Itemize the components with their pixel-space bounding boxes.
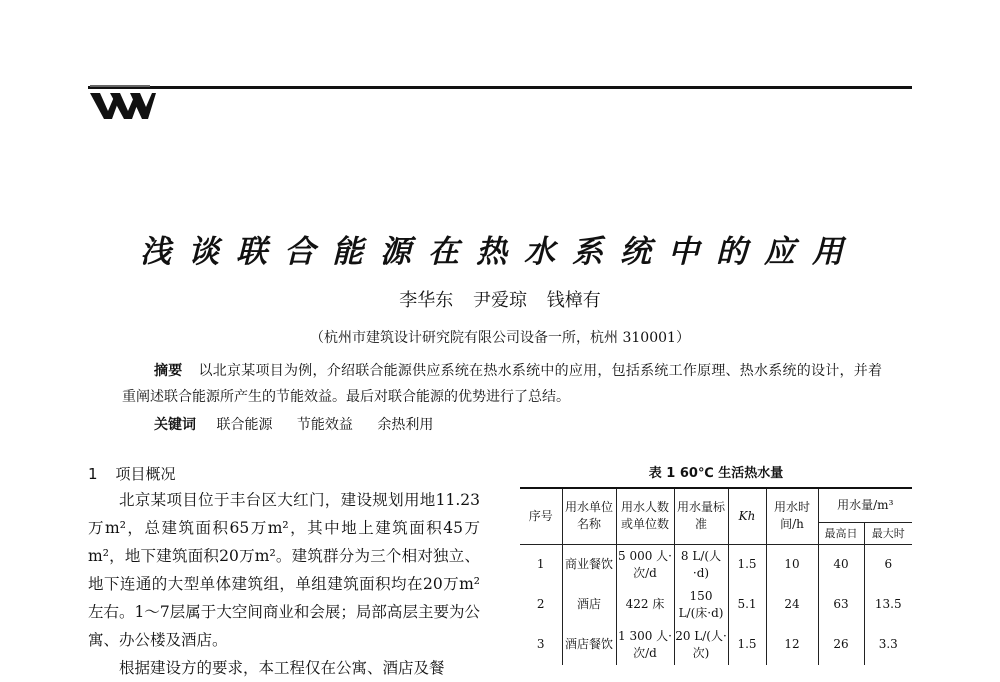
abstract-text: 以北京某项目为例，介绍联合能源供应系统在热水系统中的应用，包括系统工作原理、热水系统的设计，并着重阐述联合能源所产生的节能效益。最后对联合能源的优势进行了总结。 — [122, 363, 883, 405]
table-row — [520, 585, 912, 625]
table-cell: 20 L/(人·次) — [674, 625, 728, 665]
section-number: 1 — [88, 465, 98, 483]
table-cell: 26 — [818, 625, 864, 665]
table-cell: 酒店餐饮 — [562, 625, 616, 665]
table-cell: 24 — [766, 585, 818, 625]
paragraph: 根据建设方的要求，本工程仅在公寓、酒店及餐 — [119, 659, 445, 677]
table-cell: 5.1 — [728, 585, 766, 625]
col-subheader: 最大时 — [864, 522, 912, 544]
author-list: 李华东 尹爱琼 钱樟有 — [399, 290, 601, 311]
table-cell: 422 床 — [616, 585, 674, 625]
table-cell: 6 — [864, 544, 912, 585]
table-cell: 商业餐饮 — [562, 544, 616, 585]
table-cell: 1.5 — [728, 625, 766, 665]
keywords-label: 关键词 — [154, 417, 196, 433]
table-cell: 150 L/(床·d) — [674, 585, 728, 625]
col-header: 用水单位名称 — [562, 488, 616, 544]
col-header: 用水量/m³ — [818, 488, 912, 522]
table-cell: 1.5 — [728, 544, 766, 585]
table-cell: 酒店 — [562, 585, 616, 625]
col-header: 序号 — [520, 488, 562, 544]
paragraph: 北京某项目位于丰台区大红门，建设规划用地11.23万m²，总建筑面积65万m²，其中地上建筑面积45万m²，地下建筑面积20万m²。建筑群分为三个相对独立、地下连通的大型单体建筑组，单组建筑面积均在20万m²左右。1～7层属于大空间商业和会展；局部高层主要为公寓、办公楼及酒店。 — [88, 491, 480, 649]
keyword: 节能效益 — [296, 417, 353, 433]
table-cell: 5 000 人·次/d — [616, 544, 674, 585]
journal-logo-icon — [88, 79, 158, 123]
table-cell: 3 — [520, 625, 562, 665]
table-cell: 40 — [818, 544, 864, 585]
keywords — [154, 414, 453, 434]
col-header: 用水量标准 — [674, 488, 728, 544]
table-caption: 表 1 60℃ 生活热水量 — [648, 466, 784, 481]
col-subheader: 最高日 — [818, 522, 864, 544]
keyword: 余热利用 — [377, 417, 434, 433]
header-rule — [88, 86, 912, 89]
col-header: 用水时间/h — [766, 488, 818, 544]
table-cell: 8 L/(人·d) — [674, 544, 728, 585]
table-cell: 1 300 人·次/d — [616, 625, 674, 665]
section-heading — [88, 463, 176, 484]
table-cell: 3.3 — [864, 625, 912, 665]
paper-title: 浅谈联合能源在热水系统中的应用 — [140, 234, 860, 270]
table-cell: 12 — [766, 625, 818, 665]
table-row — [520, 544, 912, 585]
table-row — [520, 625, 912, 665]
hot-water-table — [520, 487, 912, 665]
body-text — [88, 486, 480, 682]
col-header: 用水人数或单位数 — [616, 488, 674, 544]
table-cell: 10 — [766, 544, 818, 585]
table-cell: 63 — [818, 585, 864, 625]
table-cell: 1 — [520, 544, 562, 585]
section-title: 项目概况 — [115, 465, 176, 483]
abstract — [122, 358, 882, 410]
table-cell: 13.5 — [864, 585, 912, 625]
keyword: 联合能源 — [216, 417, 273, 433]
affiliation: （杭州市建筑设计研究院有限公司设备一所，杭州 310001） — [310, 330, 690, 346]
abstract-label: 摘要 — [154, 363, 183, 379]
col-header: Kh — [728, 488, 766, 544]
table-cell: 2 — [520, 585, 562, 625]
